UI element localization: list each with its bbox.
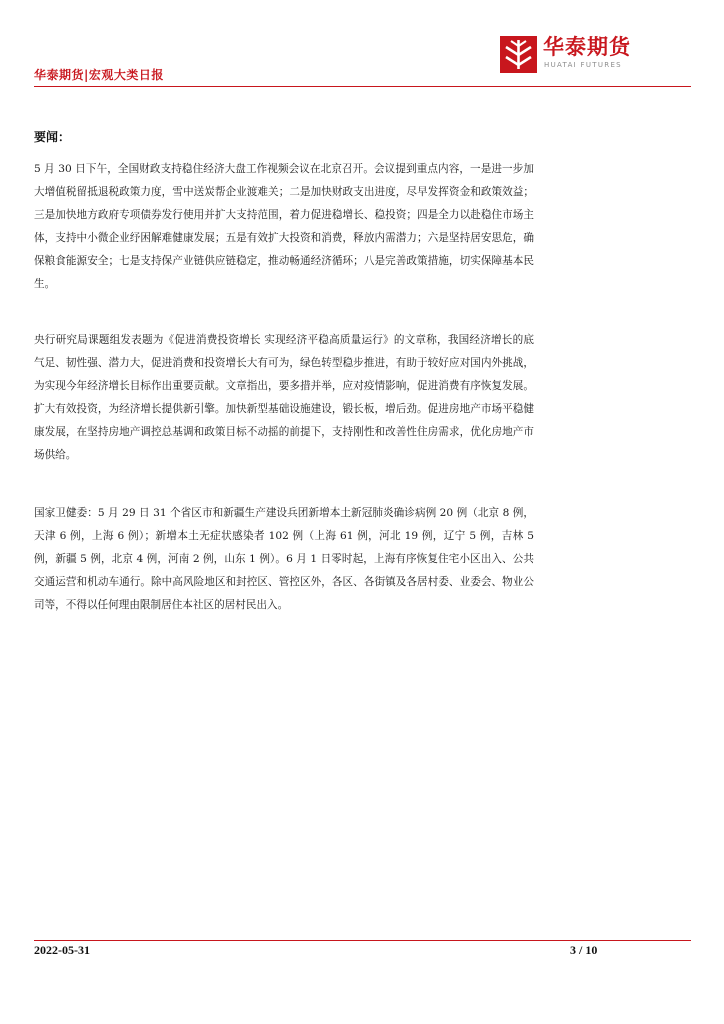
news-paragraph: 国家卫健委：5 月 29 日 31 个省区市和新疆生产建设兵团新增本土新冠肺炎确诊病例 20 例（北京 8 例，天津 6 例，上海 6 例）；新增本土无症状感染者 102 例（上海 61 例，河北 19 例，辽宁 5 例，吉林 5 例，新疆 5 例，北京 4 例，河南 2 例，山东 1 例）。6 月 1 日零时起，上海有序恢复住宅小区出入、公共交通运营和机动车通行。除中高风险地区和封控区、管控区外，各区、各街镇及各居村委、业委会、物业公司等，不得以任何理由限制居住本社区的居村民出入。 [34,507,534,612]
section-heading: 要闻： [34,130,71,144]
header-divider [34,86,691,87]
company-logo [500,35,650,75]
logo-name-en: HUATAI FUTURES [544,61,622,69]
news-paragraph: 央行研究局课题组发表题为《促进消费投资增长 实现经济平稳高质量运行》的文章称，我国经济增长的底气足、韧性强、潜力大，促进消费和投资增长大有可为，绿色转型稳步推进，有助于较好应对国内外挑战，为实现今年经济增长目标作出重要贡献。文章指出，要多措并举，应对疫情影响，促进消费有序恢复发展。扩大有效投资，为经济增长提供新引擎。加快新型基础设施建设，锻长板，增后劲。促进房地产市场平稳健康发展，在坚持房地产调控总基调和政策目标不动摇的前提下，支持刚性和改善性住房需求，优化房地产市场供给。 [34,334,534,462]
report-date: 2022-05-31 [34,943,90,957]
news-paragraph: 5 月 30 日下午，全国财政支持稳住经济大盘工作视频会议在北京召开。会议提到重点内容，一是进一步加大增值税留抵退税政策力度，雪中送炭帮企业渡难关；二是加快财政支出进度，尽早发挥资金和政策效益；三是加快地方政府专项债券发行使用并扩大支持范围，着力促进稳增长、稳投资；四是全力以赴稳住市场主体，支持中小微企业纾困解难健康发展；五是有效扩大投资和消费，释放内需潜力；六是坚持居安思危，确保粮食能源安全；七是支持保产业链供应链稳定，推动畅通经济循环；八是完善政策措施，切实保障基本民生。 [34,163,534,291]
page-number: 3 / 10 [570,943,598,957]
report-header-title: 华泰期货|宏观大类日报 [34,68,164,82]
footer-divider [34,940,691,941]
logo-name-cn: 华泰期货 [543,35,631,59]
huatai-logo-icon [500,36,537,73]
